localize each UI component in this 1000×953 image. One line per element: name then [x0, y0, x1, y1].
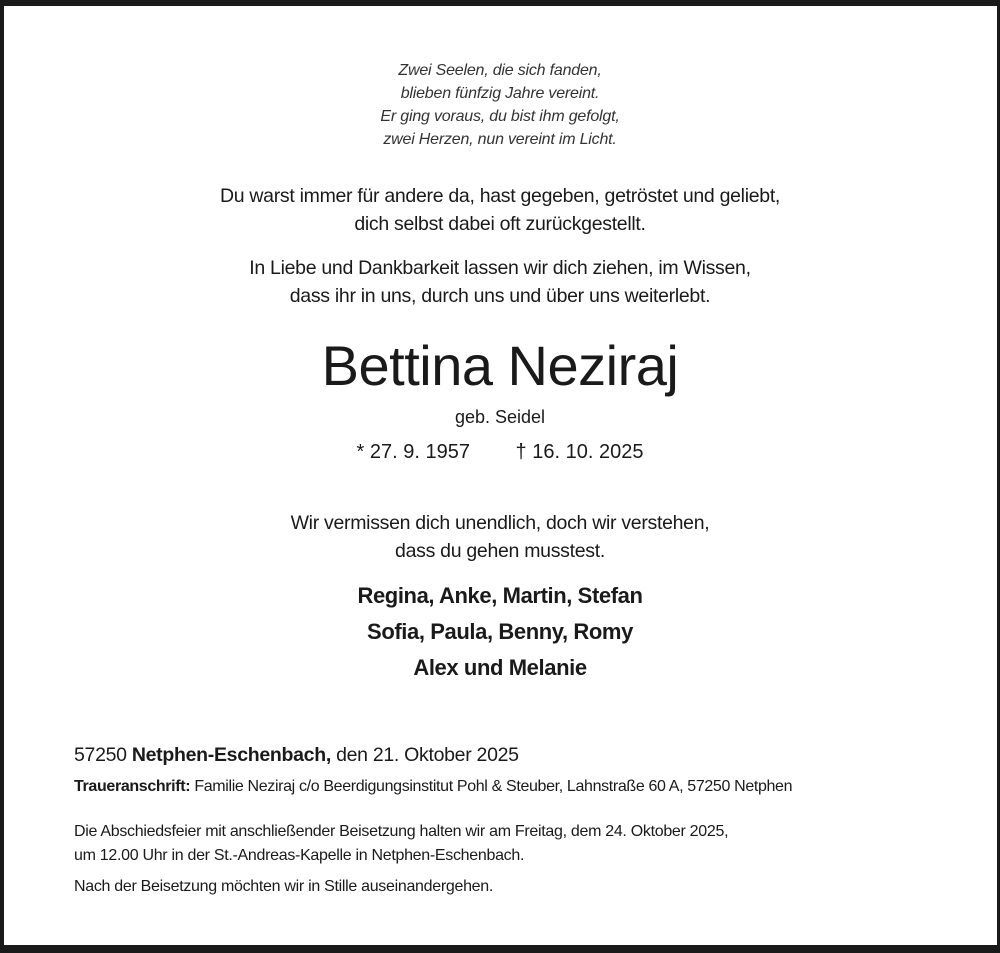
- family-line: Sofia, Paula, Benny, Romy: [367, 619, 633, 644]
- paragraph-3: [0, 509, 1000, 565]
- poem-line: zwei Herzen, nun vereint im Licht.: [383, 131, 617, 148]
- condolence-address: [74, 775, 974, 799]
- poem: [0, 59, 1000, 151]
- text-line: Die Abschiedsfeier mit anschließender Beisetzung halten wir am Freitag, dem 24. Oktober 2025,: [74, 823, 729, 840]
- place-date: [74, 741, 974, 769]
- birth-date: * 27. 9. 1957: [356, 441, 470, 463]
- poem-line: Zwei Seelen, die sich fanden,: [398, 62, 602, 79]
- date: den 21. Oktober 2025: [336, 744, 519, 766]
- poem-line: Er ging voraus, du bist ihm gefolgt,: [380, 108, 620, 125]
- town: Netphen-Eschenbach,: [131, 744, 331, 766]
- death-date: † 16. 10. 2025: [515, 441, 644, 463]
- paragraph-1: [0, 182, 1000, 238]
- family-line: Regina, Anke, Martin, Stefan: [357, 583, 643, 608]
- ceremony-info: [74, 820, 974, 868]
- text-line: dass du gehen musstest.: [395, 540, 605, 562]
- closing-note: Nach der Beisetzung möchten wir in Stille auseinandergehen.: [74, 878, 494, 895]
- life-dates: [0, 438, 1000, 466]
- address-text: Familie Neziraj c/o Beerdigungsinstitut Pohl & Steuber, Lahnstraße 60 A, 57250 Netphen: [194, 778, 793, 795]
- zip: 57250: [74, 744, 127, 766]
- text-line: Wir vermissen dich unendlich, doch wir verstehen,: [290, 512, 710, 534]
- text-line: In Liebe und Dankbarkeit lassen wir dich ziehen, im Wissen,: [249, 257, 751, 279]
- poem-line: blieben fünfzig Jahre vereint.: [400, 85, 600, 102]
- paragraph-2: [0, 254, 1000, 310]
- text-line: um 12.00 Uhr in der St.-Andreas-Kapelle in Netphen-Eschenbach.: [74, 847, 525, 864]
- born-name: geb. Seidel: [454, 407, 546, 427]
- text-line: Du warst immer für andere da, hast gegeben, getröstet und geliebt,: [219, 185, 781, 207]
- family-line: Alex und Melanie: [413, 655, 587, 680]
- family-names: [0, 578, 1000, 686]
- address-label: Traueranschrift:: [74, 778, 191, 795]
- text-line: dass ihr in uns, durch uns und über uns weiterlebt.: [289, 285, 711, 307]
- deceased-name: Bettina Neziraj: [321, 334, 679, 397]
- text-line: dich selbst dabei oft zurückgestellt.: [354, 213, 646, 235]
